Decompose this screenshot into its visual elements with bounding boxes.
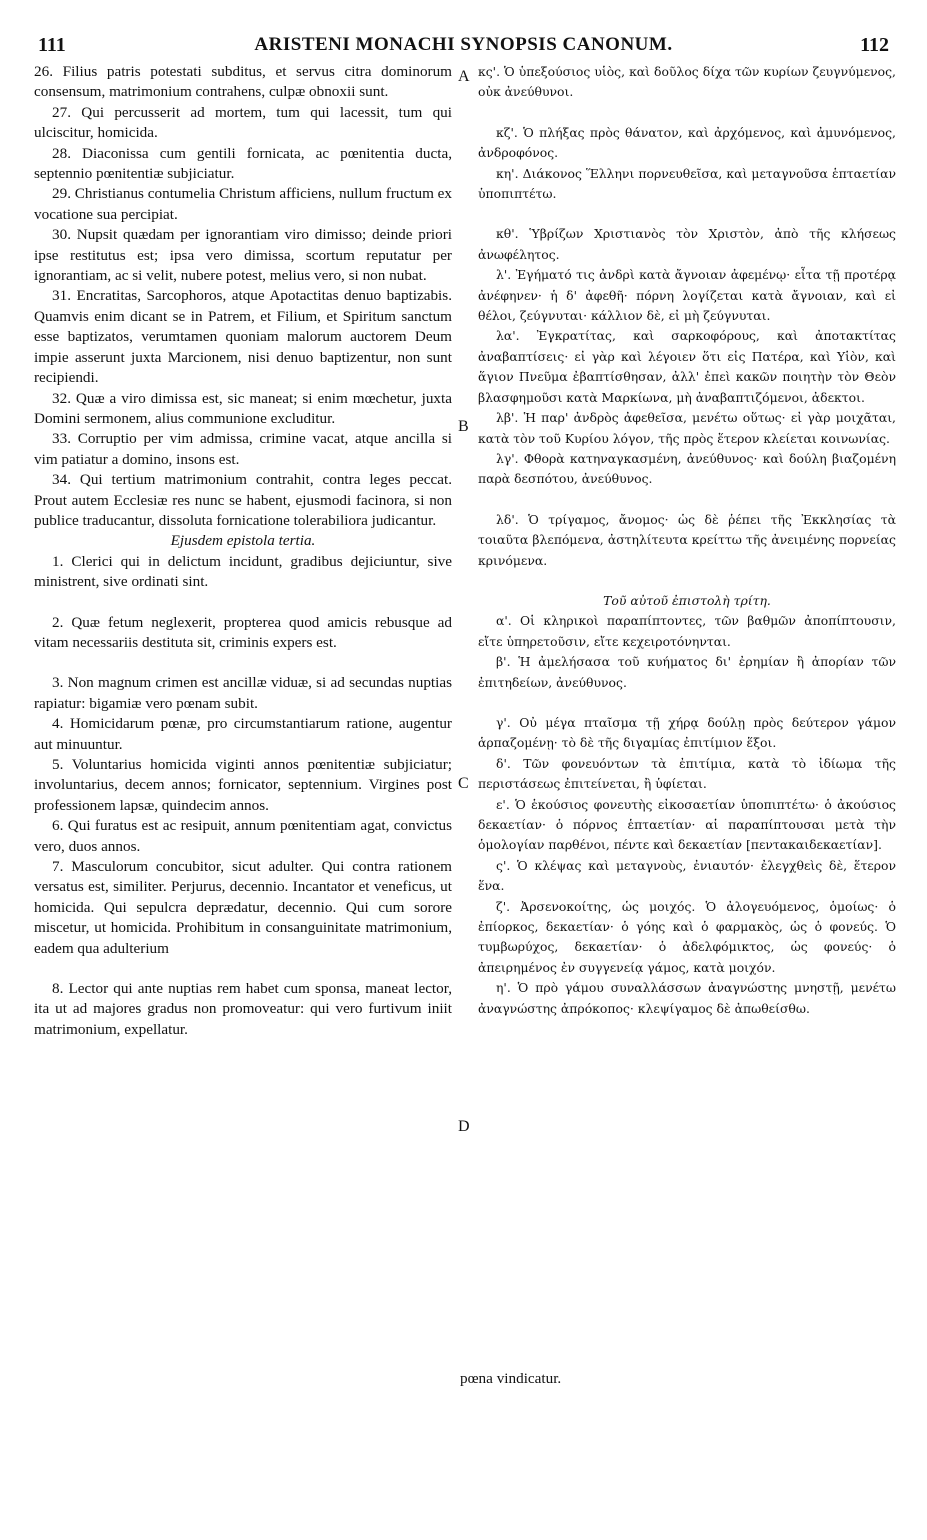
greek-canon-iii-2: β'. Ἡ ἀμελήσασα τοῦ κυήματος δι' ἐρημίαν ἢ ἀπορίαν τῶν ἐπιτηδείων, ἀνεύθυνος. — [478, 654, 896, 690]
latin-canon-33: 33. Corruptio per vim admissa, crimine vacat, atque ancilla si vim patiatur a domino, insons est. — [34, 430, 452, 468]
greek-canon-iii-3: γ'. Οὐ μέγα πταῖσμα τῇ χήρᾳ δούλῃ πρὸς δεύτερον γάμον ἁρπαζομένῃ· τὸ δὲ τῆς διγαμίας ἐπιτίμιον ἕξοι. — [478, 714, 896, 751]
latin-column — [34, 62, 452, 1040]
greek-canon-iii-6: ς'. Ὁ κλέψας καὶ μεταγνοὺς, ἐνιαυτόν· ἐλεγχθεὶς δὲ, ἕτερον ἕνα. — [478, 857, 896, 894]
greek-canon-27: κζ'. Ὁ πλήξας πρὸς θάνατον, καὶ ἀρχόμενος, καὶ ἀμυνόμενος, ἀνδροφόνος. — [478, 124, 896, 161]
greek-canon-iii-8: η'. Ὁ πρὸ γάμου συναλλάσσων ἀναγνώστης μνηστῇ, μενέτω ἀναγνώστης ἀπρόκοπος· κλεψίγαμος δὲ ἀπωθείσθω. — [478, 980, 896, 1016]
latin-canon-34: 34. Qui tertium matrimonium contrahit, contra leges peccat. Prout autem Ecclesiæ res nunc se habent, ejusmodi facinora, si non publice traducantur, dissoluta fornicatione tolerabiliora judicantur. — [34, 471, 452, 529]
latin-canon-29: 29. Christianus contumelia Christum afficiens, nullum fructum ex vocatione sua percipiat. — [34, 185, 452, 223]
greek-canon-iii-5: ε'. Ὁ ἑκούσιος φονευτὴς εἰκοσαετίαν ὑποπιπτέτω· ὁ ἀκούσιος δεκαετίαν· ὁ πόρνος ἑπταετίαν· αἱ παραπίπτουσαι μετὰ τὴν ὁμολογίαν παρθένοι, πέντε καὶ δεκαετίαν [πεντακαιδεκαετίαν]. — [478, 796, 896, 853]
latin-canon-iii-7: 7. Masculorum concubitor, sicut adulter. Qui contra rationem versatus est, similiter. Perjurus, decennio. Incantator et veneficus, ut homicida. Qui sepulcra deprædatur, decennio. Qui cum sorore miscetur, ut homicida. Prohibitum in consanguinitate matrimonium, eadem qua adulterium — [34, 858, 452, 957]
greek-section-title: Τοῦ αὐτοῦ ἐπιστολὴ τρίτη. — [603, 592, 771, 608]
latin-canon-iii-8: 8. Lector qui ante nuptias rem habet cum sponsa, maneat lector, ita ut ad majores gradus non promoveatur: qui vero furtivum iniit matrimonium, expellatur. — [34, 980, 452, 1038]
latin-canon-iii-2: 2. Quæ fetum neglexerit, propterea quod amicis rebusque ad vitam necessariis destituta sit, criminis expers est. — [34, 613, 452, 651]
greek-canon-33: λγ'. Φθορὰ κατηναγκασμένη, ἀνεύθυνος· καὶ δούλη βιαζομένη παρὰ δεσπότου, ἀνεύθυνος. — [478, 450, 896, 487]
latin-canon-iii-6: 6. Qui furatus est ac resipuit, annum pœnitentiam agat, convictus vero, duos annos. — [34, 817, 452, 855]
greek-canon-26: κς'. Ὁ ὑπεξούσιος υἱὸς, καὶ δοῦλος δίχα τῶν κυρίων ζευγνύμενος, οὐκ ἀνεύθυνοι. — [478, 64, 896, 100]
latin-canon-iii-1: 1. Clerici qui in delictum incidunt, gradibus dejiciuntur, sive ministrent, sive ordinati sint. — [34, 552, 452, 591]
running-header — [26, 30, 901, 60]
latin-canon-iii-5: 5. Voluntarius homicida viginti annos pœnitentiæ subjiciatur; involuntarius, decem annos; fornicator, septennium. Virgines post professionem lapsæ, quindecim annos. — [34, 756, 452, 814]
latin-canon-32: 32. Quæ a viro dimissa est, sic maneat; si enim mœchetur, juxta Domini sermonem, alius communione excluditur. — [34, 389, 452, 427]
page-number-right: 112 — [860, 34, 889, 56]
greek-canon-28: κη'. Διάκονος Ἕλληνι πορνευθεῖσα, καὶ μεταγνοῦσα ἑπταετίαν ὑποπιπτέτω. — [478, 165, 896, 202]
page-number-left: 111 — [38, 34, 66, 56]
latin-canon-iii-4: 4. Homicidarum pœnæ, pro circumstantiarum ratione, augentur aut minuuntur. — [34, 715, 452, 753]
margin-letter-a: A — [458, 68, 470, 85]
greek-canon-31: λα'. Ἐγκρατίτας, καὶ σαρκοφόρους, καὶ ἀποτακτίτας ἀναβαπτίσεις· εἰ γὰρ καὶ λέγοιεν ὅτι εἰς Πατέρα, καὶ Υἱὸν, καὶ ἅγιον Πνεῦμα ἐβαπτίσθησαν, ἀλλ' ἐπεὶ κακῶν ποιητὴν τὸν Θεὸν βλασφημοῦσι κατὰ Μαρκίωνα, μὴ ἀναβαπτιζόμενοι, ἀδεκτοι. — [478, 328, 896, 405]
margin-letter-b: B — [458, 418, 469, 435]
greek-column — [478, 62, 896, 1019]
greek-canon-34: λδ'. Ὁ τρίγαμος, ἄνομος· ὡς δὲ ῥέπει τῆς Ἐκκλησίας τὰ τοιαῦτα βλεπόμενα, ἀστηλίτευτα κρείττω τῆς ἀνειμένης πορνείας κρινόμενα. — [478, 511, 896, 568]
greek-canon-iii-7: ζ'. Ἀρσενοκοίτης, ὡς μοιχός. Ὁ ἀλογευόμενος, ὁμοίως· ὁ ἐπίορκος, δεκαετίαν· ὁ γόης καὶ ὁ φαρμακὸς, ὡς ὁ φονεύς. Ὁ τυμβωρύχος, δεκαετίαν· ὁ ἀδελφόμικτος, ὡς φονεύς· ὁ ἀπειρημένος ἐν συγγενείᾳ γάμος, κατὰ μοιχόν. — [478, 898, 896, 975]
latin-continuation-line: pœna vindicatur. — [460, 1370, 562, 1387]
latin-canon-30: 30. Nupsit quædam per ignorantiam viro dimisso; deinde priori ipse restitutus est; ipsa vero dimissa, scortum reputatur per ignorantiam, ac si velit, nubere potest, melius vero, si non nubat. — [34, 226, 452, 285]
greek-canon-iii-1: α'. Οἱ κληρικοὶ παραπίπτοντες, τῶν βαθμῶν ἀποπίπτουσιν, εἴτε ὑπηρετοῦσιν, εἴτε κεχειροτόνηνται. — [478, 613, 896, 649]
greek-canon-30: λ'. Ἐγήματό τις ἀνδρὶ κατὰ ἄγνοιαν ἀφεμένῳ· εἶτα τῇ προτέρᾳ ἀνέφηνεν· ἡ δ' ἀφεθῆ· πόρνη λογίζεται κατὰ ἄγνοιαν, καὶ εἰ θέλοι, ζεύγνυται· κάλλιον δὲ, εἰ μὴ ζεύγνυται. — [478, 267, 896, 324]
latin-canon-27: 27. Qui percusserit ad mortem, tum qui lacessit, tum qui ulciscitur, homicida. — [34, 103, 452, 142]
latin-section-title: Ejusdem epistola tertia. — [170, 532, 316, 550]
latin-canon-iii-3: 3. Non magnum crimen est ancillæ viduæ, si ad secundas nuptias rapiatur: bigamiæ vero pœnam subit. — [34, 674, 452, 712]
greek-canon-29: κθ'. Ὑβρίζων Χριστιανὸς τὸν Χριστὸν, ἀπὸ τῆς κλήσεως ἀνωφέλητος. — [478, 226, 896, 262]
margin-letter-c: C — [458, 775, 469, 792]
greek-canon-iii-4: δ'. Τῶν φονευόντων τὰ ἐπιτίμια, κατὰ τὸ ἰδίωμα τῆς περιστάσεως ἐπιτείνεται, ἢ ὑφίεται. — [478, 755, 896, 792]
margin-letter-d: D — [458, 1118, 470, 1135]
greek-canon-32: λβ'. Ἡ παρ' ἀνδρὸς ἀφεθεῖσα, μενέτω οὕτως· εἰ γὰρ μοιχᾶται, κατὰ τὸν τοῦ Κυρίου λόγον, τῆς πρὸς ἕτερον κλείεται κοινωνίας. — [478, 410, 896, 446]
latin-canon-28: 28. Diaconissa cum gentili fornicata, ac pœnitentia ducta, septennio pœnitentiæ subjiciatur. — [34, 144, 452, 183]
running-title: ARISTENI MONACHI SYNOPSIS CANONUM. — [254, 34, 673, 55]
latin-canon-26: 26. Filius patris potestati subditus, et servus citra dominorum consensum, matrimonium contrahens, culpæ obnoxii sunt. — [34, 63, 452, 101]
latin-canon-31: 31. Encratitas, Sarcophoros, atque Apotactitas denuo baptizabis. Quamvis enim dicant se in Patrem, et Filium, et Spiritum sanctum esse baptizatos, verumtamen quoniam malorum auctorem Deum impie asserunt juxta Marcionem, nisi denuo baptizentur, non sunt recipiendi. — [34, 287, 452, 387]
